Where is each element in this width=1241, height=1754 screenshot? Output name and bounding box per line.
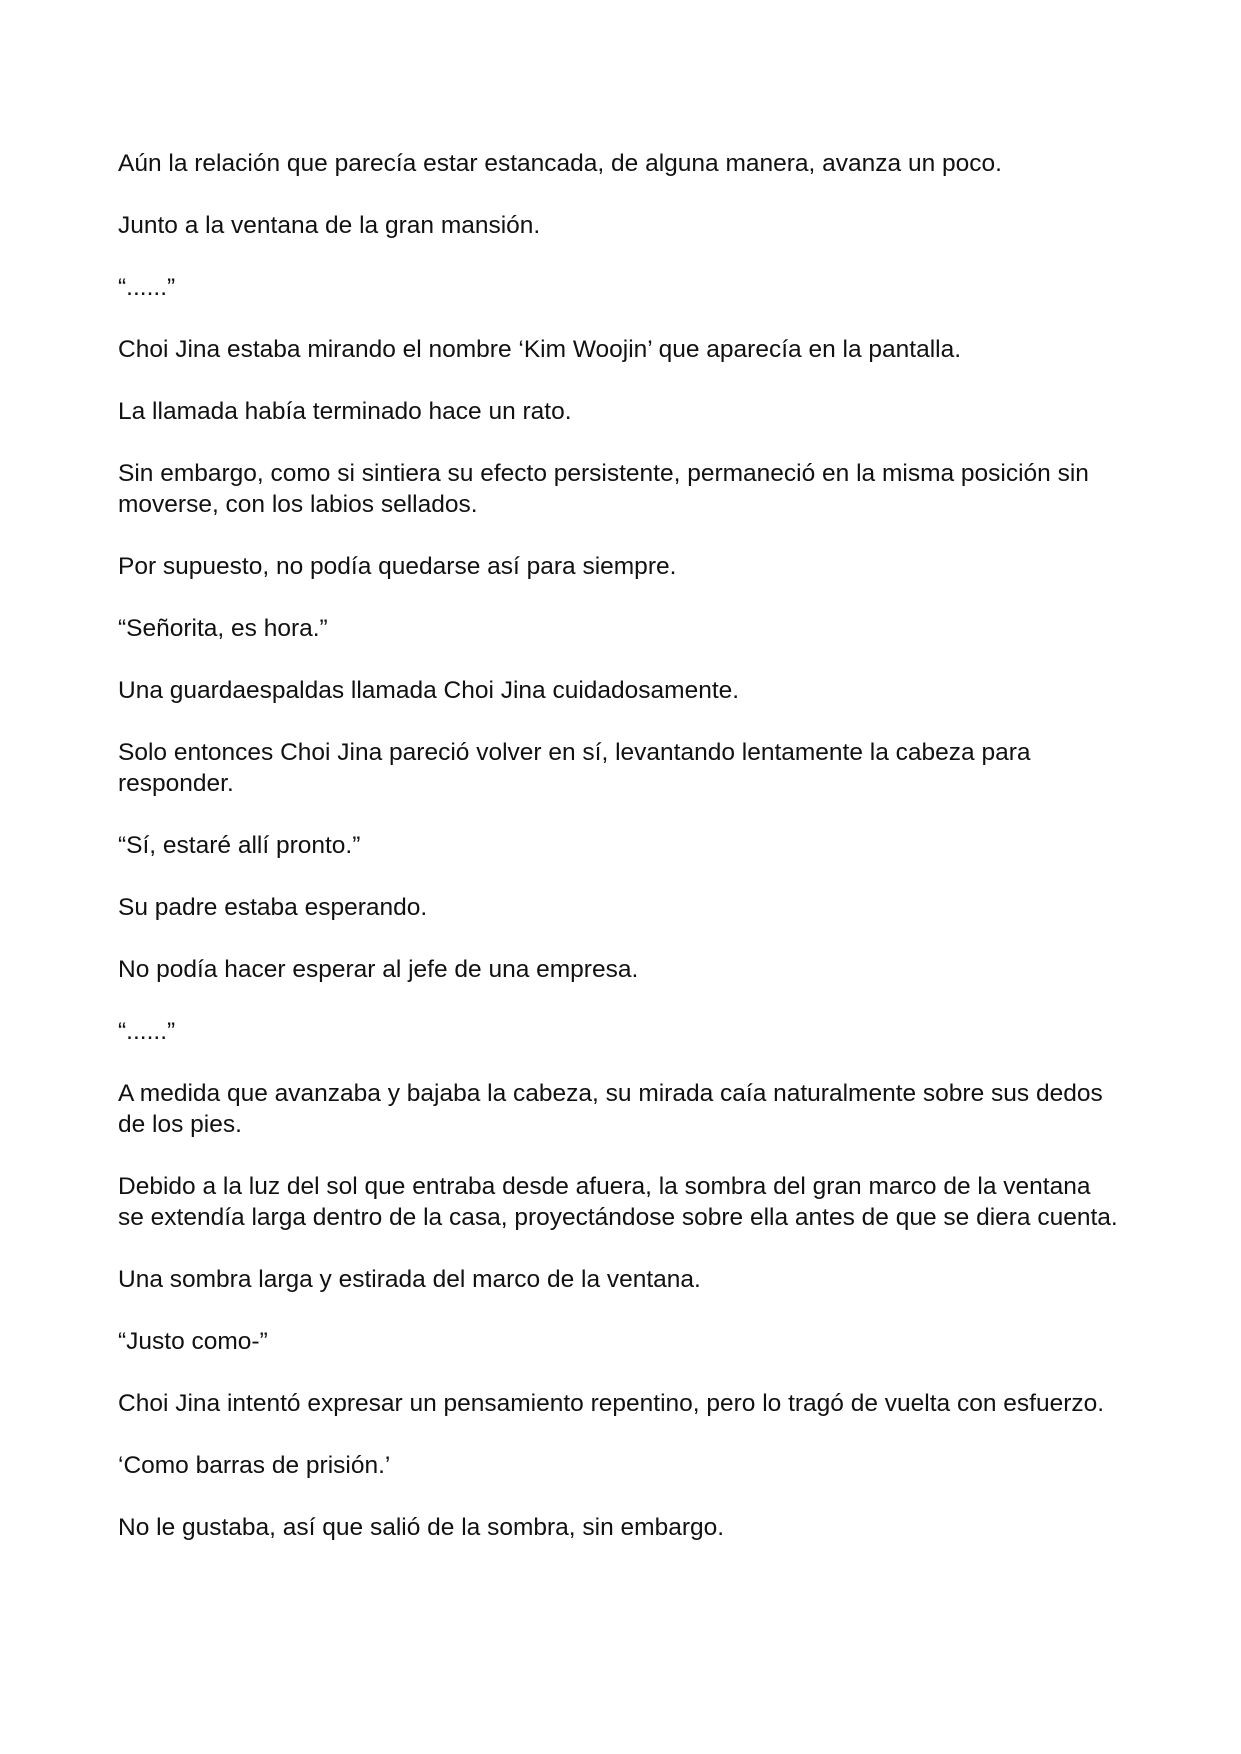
document-body: [118, 148, 1118, 1574]
paragraph: Choi Jina estaba mirando el nombre ‘Kim Woojin’ que aparecía en la pantalla.: [118, 336, 962, 363]
paragraph: “Señorita, es hora.”: [118, 615, 328, 642]
paragraph: Debido a la luz del sol que entraba desde afuera, la sombra del gran marco de la ventana se extendía larga dentro de la casa, proyectándose sobre ella antes de que se diera cuenta.: [118, 1173, 1118, 1231]
paragraph: A medida que avanzaba y bajaba la cabeza, su mirada caía naturalmente sobre sus dedos de los pies.: [118, 1080, 1103, 1138]
paragraph: Aún la relación que parecía estar estancada, de alguna manera, avanza un poco.: [118, 150, 1002, 177]
paragraph: Una sombra larga y estirada del marco de la ventana.: [118, 1266, 701, 1293]
paragraph: Junto a la ventana de la gran mansión.: [118, 212, 541, 239]
paragraph: Su padre estaba esperando.: [118, 894, 428, 921]
paragraph: Choi Jina intentó expresar un pensamiento repentino, pero lo tragó de vuelta con esfuerzo.: [118, 1390, 1105, 1417]
paragraph: No le gustaba, así que salió de la sombra, sin embargo.: [118, 1514, 725, 1541]
paragraph: ‘Como barras de prisión.’: [118, 1452, 391, 1479]
paragraph: “......”: [118, 1018, 176, 1045]
paragraph: “Justo como-”: [118, 1328, 268, 1355]
paragraph: Sin embargo, como si sintiera su efecto persistente, permaneció en la misma posición sin moverse, con los labios sellados.: [118, 460, 1089, 518]
paragraph: Solo entonces Choi Jina pareció volver en sí, levantando lentamente la cabeza para responder.: [118, 739, 1031, 797]
paragraph: “Sí, estaré allí pronto.”: [118, 832, 361, 859]
paragraph: Una guardaespaldas llamada Choi Jina cuidadosamente.: [118, 677, 740, 704]
paragraph: La llamada había terminado hace un rato.: [118, 398, 572, 425]
paragraph: No podía hacer esperar al jefe de una empresa.: [118, 956, 639, 983]
paragraph: “......”: [118, 274, 176, 301]
paragraph: Por supuesto, no podía quedarse así para siempre.: [118, 553, 677, 580]
